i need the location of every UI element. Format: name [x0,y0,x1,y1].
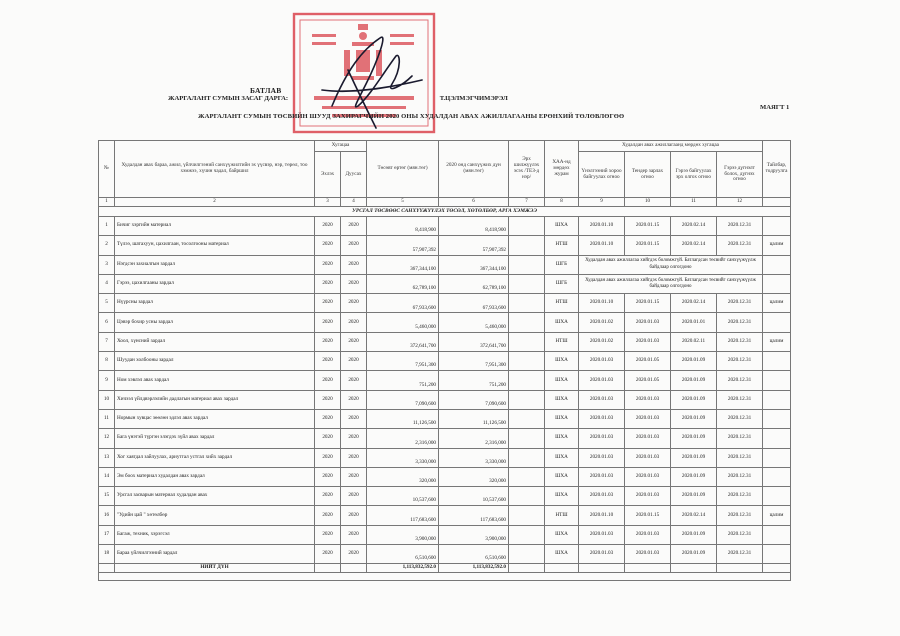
row-method: НТШ [545,294,579,313]
row-start: 2020 [315,448,341,467]
col-header-schedule: Худалдан авах ажиллагаанд мөрдөх хугацаа [579,141,763,152]
row-item: Хичээл үйлдвэрлэлийн дадлагын материал авах зардал [115,390,315,409]
row-start: 2020 [315,467,341,486]
row-date-award: 2020.02.14 [671,217,717,236]
row-fund: 320,000 [439,467,509,486]
row-relief [509,506,545,525]
row-number: 1 [99,217,115,236]
row-schedule-note: Худалдан авах ажиллагаа хийгдэх боломжгүй. Батлагдсан төсвийг санхүүжүүлж байдлаар олгогдоно [579,274,763,293]
row-date-contract: 2020.12.31 [717,429,763,448]
row-relief [509,274,545,293]
row-item: Ном хэвлэл авах зардал [115,371,315,390]
row-start: 2020 [315,371,341,390]
col-header-method: ХАА-нд мөрдөх журам [545,141,579,198]
row-fund: 2,316,000 [439,429,509,448]
section-title: УРСГАЛ ТӨСВӨӨС САНХҮҮЖҮҮЛЭХ ТӨСӨЛ, ХӨТӨЛБӨР, АРГА ХЭМЖЭЭ [99,207,791,217]
row-relief [509,313,545,332]
row-fund: 7,951,300 [439,352,509,371]
row-note [763,390,791,409]
annex-label: МАЯГТ 1 [760,104,790,111]
row-fund: 11,126,500 [439,409,509,428]
row-number: 5 [99,294,115,313]
row-relief [509,525,545,544]
row-date-committee: 2020.01.02 [579,332,625,351]
col-header-fund: 2020 онд санхүүжих дүн (мян.төг) [439,141,509,198]
row-note [763,352,791,371]
row-schedule-note: Худалдан авах ажиллагаа хийгдэх боломжгүй. Батлагдсан төсвийг санхүүжүүлж байдлаар олгогдоно [579,255,763,274]
row-number: 8 [99,352,115,371]
row-date-contract: 2020.12.31 [717,294,763,313]
row-relief [509,448,545,467]
table-row [99,255,791,274]
col-header-s3: Гэрээ байгуулах эрх олгох огноо [671,152,717,198]
row-method: ШХА [545,390,579,409]
row-date-contract: 2020.12.31 [717,352,763,371]
approval-line-text: ЖАРГАЛАНТ СУМЫН ЗАСАГ ДАРГА: [168,95,289,102]
row-budget: 3,900,000 [367,525,439,544]
row-date-tender: 2020.01.15 [625,294,671,313]
col-number: 1 [99,198,115,207]
row-date-contract: 2020.12.31 [717,506,763,525]
row-date-award: 2020.02.14 [671,506,717,525]
row-end: 2020 [341,409,367,428]
row-date-tender: 2020.01.15 [625,506,671,525]
row-item: Шуудан холбооны зардал [115,352,315,371]
row-date-tender: 2020.01.03 [625,390,671,409]
blank-row [99,573,791,581]
col-number: 4 [341,198,367,207]
row-date-award: 2020.01.09 [671,429,717,448]
row-date-committee: 2020.01.02 [579,313,625,332]
row-method: НТШ [545,236,579,255]
row-date-award: 2020.01.09 [671,467,717,486]
row-date-committee: 2020.01.03 [579,371,625,390]
row-relief [509,487,545,506]
row-method: ШХА [545,467,579,486]
row-date-tender: 2020.01.05 [625,371,671,390]
row-end: 2020 [341,236,367,255]
col-number: 12 [717,198,763,207]
row-budget: 62,789,100 [367,274,439,293]
row-start: 2020 [315,274,341,293]
row-item: Урсгал засварын материал худалдан авах [115,487,315,506]
row-note: цалим [763,506,791,525]
row-start: 2020 [315,236,341,255]
row-fund: 372,641,700 [439,332,509,351]
row-date-award: 2020.02.14 [671,236,717,255]
row-start: 2020 [315,525,341,544]
col-number: 7 [509,198,545,207]
row-budget: 3,330,000 [367,448,439,467]
row-number: 16 [99,506,115,525]
row-budget: 67,933,600 [367,294,439,313]
row-method: ШХА [545,487,579,506]
row-relief [509,429,545,448]
row-end: 2020 [341,217,367,236]
table-row [99,217,791,236]
row-date-contract: 2020.12.31 [717,313,763,332]
column-number-row [99,198,791,207]
row-date-contract: 2020.12.31 [717,217,763,236]
row-number: 6 [99,313,115,332]
row-number: 18 [99,545,115,564]
row-date-tender: 2020.01.03 [625,332,671,351]
row-date-tender: 2020.01.03 [625,409,671,428]
total-budget: 1,113,832,592.0 [367,564,439,573]
row-number: 13 [99,448,115,467]
table-row [99,352,791,371]
row-start: 2020 [315,294,341,313]
row-budget: 10,537,600 [367,487,439,506]
row-date-contract: 2020.12.31 [717,332,763,351]
row-date-committee: 2020.01.03 [579,487,625,506]
row-date-committee: 2020.01.10 [579,506,625,525]
row-note [763,274,791,293]
table-row [99,448,791,467]
row-date-tender: 2020.01.03 [625,545,671,564]
row-end: 2020 [341,352,367,371]
row-fund: 751,200 [439,371,509,390]
row-number: 2 [99,236,115,255]
row-date-award: 2020.01.09 [671,545,717,564]
row-date-committee: 2020.01.03 [579,409,625,428]
document-title: ЖАРГАЛАНТ СУМЫН ТӨСВИЙН ШУУД ЗАХИРАГЧИЙН 2020 ОНЫ ХУДАЛДАН АВАХ АЖИЛЛАГААНЫ ЕРӨНХИЙ ТӨЛӨВЛӨГӨӨ [198,113,625,120]
row-start: 2020 [315,487,341,506]
row-end: 2020 [341,255,367,274]
row-note [763,467,791,486]
row-budget: 7,090,600 [367,390,439,409]
col-number: 11 [671,198,717,207]
row-date-contract: 2020.12.31 [717,236,763,255]
row-start: 2020 [315,255,341,274]
row-budget: 11,126,500 [367,409,439,428]
row-date-tender: 2020.01.05 [625,352,671,371]
row-note [763,313,791,332]
row-date-award: 2020.01.09 [671,371,717,390]
table-row [99,467,791,486]
row-date-committee: 2020.01.03 [579,467,625,486]
table-row [99,487,791,506]
row-start: 2020 [315,352,341,371]
row-method: ШХА [545,545,579,564]
row-budget: 57,907,392 [367,236,439,255]
total-fund: 1,113,832,592.0 [439,564,509,573]
row-fund: 7,090,600 [439,390,509,409]
row-fund: 3,330,000 [439,448,509,467]
table-row [99,371,791,390]
row-date-committee: 2020.01.03 [579,352,625,371]
col-number: 3 [315,198,341,207]
row-fund: 5,460,000 [439,313,509,332]
col-number [763,198,791,207]
row-item: "Удийн цай " хөтөлбөр [115,506,315,525]
col-number: 6 [439,198,509,207]
row-number: 12 [99,429,115,448]
row-item: Бага үнэтэй түргэн элэгдэх зүйл авах зардал [115,429,315,448]
row-method: ШХА [545,352,579,371]
row-budget: 7,951,300 [367,352,439,371]
table-row [99,409,791,428]
row-method: НТШ [545,506,579,525]
row-method: ШХА [545,409,579,428]
row-date-tender: 2020.01.03 [625,467,671,486]
row-method: ШХА [545,217,579,236]
row-end: 2020 [341,371,367,390]
row-method: ШХА [545,429,579,448]
row-budget: 8,418,900 [367,217,439,236]
table-row [99,236,791,255]
row-note [763,409,791,428]
row-relief [509,467,545,486]
row-date-award: 2020.01.09 [671,525,717,544]
row-end: 2020 [341,487,367,506]
row-number: 14 [99,467,115,486]
col-number: 10 [625,198,671,207]
row-number: 17 [99,525,115,544]
row-date-committee: 2020.01.10 [579,294,625,313]
col-header-relief: Эрх шилжүүлэх эсэх /ТЕЗ-д нэр/ [509,141,545,198]
col-header-budget: Төсөвт өртөг (мян.төг) [367,141,439,198]
row-end: 2020 [341,545,367,564]
row-start: 2020 [315,409,341,428]
row-end: 2020 [341,506,367,525]
row-relief [509,352,545,371]
approval-label: БАТЛАВ [250,86,282,95]
row-fund: 117,683,600 [439,506,509,525]
row-note [763,429,791,448]
row-relief [509,236,545,255]
row-date-committee: 2020.01.03 [579,525,625,544]
row-budget: 117,683,600 [367,506,439,525]
row-start: 2020 [315,313,341,332]
row-relief [509,390,545,409]
row-item: Нэгдсэн захиалгын зардал [115,255,315,274]
row-note [763,217,791,236]
row-number: 3 [99,255,115,274]
row-date-tender: 2020.01.03 [625,487,671,506]
row-start: 2020 [315,545,341,564]
row-method: ШГБ [545,255,579,274]
col-header-s1: Үнэлгээний хороо байгуулах огноо [579,152,625,198]
row-date-tender: 2020.01.03 [625,525,671,544]
row-budget: 6,510,600 [367,545,439,564]
row-budget: 751,200 [367,371,439,390]
approver-name: Т.ЦЭЛМЭГЧИМЭРЭЛ [439,95,508,102]
row-item: Хог хаягдал зайлуулах, ариутгал устгал хийх зардал [115,448,315,467]
row-date-committee: 2020.01.10 [579,217,625,236]
col-number: 5 [367,198,439,207]
row-item: Түлээ, шатахуун, цахилгаан, тосолгооны материал [115,236,315,255]
row-fund: 10,537,600 [439,487,509,506]
col-header-note: Тайлбар, тодруулга [763,141,791,198]
row-note: цалим [763,332,791,351]
row-end: 2020 [341,429,367,448]
row-budget: 2,316,000 [367,429,439,448]
table-row [99,313,791,332]
row-note: цалим [763,294,791,313]
row-date-tender: 2020.01.15 [625,236,671,255]
row-note: цалим [763,236,791,255]
table-row [99,429,791,448]
row-end: 2020 [341,313,367,332]
row-fund: 6,510,600 [439,545,509,564]
row-date-contract: 2020.12.31 [717,467,763,486]
row-note [763,371,791,390]
row-fund: 62,789,100 [439,274,509,293]
row-item: Гэрээ, цахилгааны зардал [115,274,315,293]
row-relief [509,409,545,428]
row-item: Цэвэр бохир усны зардал [115,313,315,332]
row-relief [509,255,545,274]
row-date-award: 2020.01.09 [671,352,717,371]
col-header-item: Худалдан авах бараа, ажил, үйлчилгээний санхүүжилтийн эх үүсвэр, нэр, төрөл, тоо хэмжээ, хүчин чадал, байршил [115,141,315,198]
row-method: ШГБ [545,274,579,293]
row-item: Нормын хувцас зөөлөн эдлэл авах зардал [115,409,315,428]
row-start: 2020 [315,332,341,351]
row-item: Багаж, техник, хэрэгсэл [115,525,315,544]
row-date-contract: 2020.12.31 [717,487,763,506]
row-date-tender: 2020.01.03 [625,429,671,448]
approval-line [168,95,508,102]
col-number: 9 [579,198,625,207]
row-item: Бараа үйлчилгээний зардал [115,545,315,564]
row-number: 11 [99,409,115,428]
row-fund: 67,933,600 [439,294,509,313]
col-header-s4: Гэрээ дүгнэлт болох, дүгнэх огноо [717,152,763,198]
row-item: Эм боох материал худалдан авах зардал [115,467,315,486]
row-item: Бичиг хэргийн материал [115,217,315,236]
row-date-tender: 2020.01.03 [625,313,671,332]
row-method: НТШ [545,332,579,351]
row-budget: 367,344,100 [367,255,439,274]
row-date-committee: 2020.01.03 [579,429,625,448]
row-budget: 320,000 [367,467,439,486]
row-date-contract: 2020.12.31 [717,390,763,409]
row-date-award: 2020.02.11 [671,332,717,351]
row-item: Хоол, хүнсний зардал [115,332,315,351]
row-relief [509,217,545,236]
row-method: ШХА [545,525,579,544]
row-date-contract: 2020.12.31 [717,448,763,467]
row-date-committee: 2020.01.03 [579,390,625,409]
row-start: 2020 [315,506,341,525]
table-row [99,332,791,351]
row-number: 9 [99,371,115,390]
row-note [763,448,791,467]
row-date-award: 2020.01.01 [671,313,717,332]
row-budget: 5,460,000 [367,313,439,332]
row-number: 4 [99,274,115,293]
table-row [99,274,791,293]
row-relief [509,371,545,390]
table-row [99,294,791,313]
row-date-contract: 2020.12.31 [717,525,763,544]
row-date-tender: 2020.01.03 [625,448,671,467]
row-fund: 8,418,900 [439,217,509,236]
row-item: Нүүрсны зардал [115,294,315,313]
table-row [99,506,791,525]
row-date-contract: 2020.12.31 [717,545,763,564]
row-date-committee: 2020.01.10 [579,236,625,255]
row-note [763,545,791,564]
row-end: 2020 [341,467,367,486]
row-fund: 3,900,000 [439,525,509,544]
row-end: 2020 [341,390,367,409]
col-header-start: Эхлэх [315,152,341,198]
col-header-no: № [99,141,115,198]
row-relief [509,545,545,564]
procurement-plan-table [98,140,791,581]
row-number: 15 [99,487,115,506]
table-row [99,525,791,544]
table-row [99,545,791,564]
total-label: НИЙТ ДҮН [115,564,315,573]
row-date-contract: 2020.12.31 [717,409,763,428]
row-note [763,525,791,544]
col-number: 8 [545,198,579,207]
row-end: 2020 [341,294,367,313]
row-fund: 367,344,100 [439,255,509,274]
row-budget: 372,641,700 [367,332,439,351]
row-number: 10 [99,390,115,409]
col-header-term: Хугацаа [315,141,367,152]
row-method: ШХА [545,313,579,332]
col-number: 2 [115,198,315,207]
row-date-contract: 2020.12.31 [717,371,763,390]
row-relief [509,332,545,351]
row-start: 2020 [315,429,341,448]
row-date-award: 2020.02.14 [671,294,717,313]
row-method: ШХА [545,371,579,390]
row-end: 2020 [341,332,367,351]
row-date-committee: 2020.01.03 [579,545,625,564]
row-note [763,487,791,506]
row-fund: 57,907,392 [439,236,509,255]
row-end: 2020 [341,525,367,544]
row-note [763,255,791,274]
row-end: 2020 [341,274,367,293]
row-date-committee: 2020.01.03 [579,448,625,467]
row-number: 7 [99,332,115,351]
row-method: ШХА [545,448,579,467]
row-date-award: 2020.01.09 [671,390,717,409]
col-header-end: Дуусах [341,152,367,198]
row-start: 2020 [315,390,341,409]
row-date-award: 2020.01.09 [671,487,717,506]
row-relief [509,294,545,313]
row-start: 2020 [315,217,341,236]
row-date-tender: 2020.01.15 [625,217,671,236]
row-end: 2020 [341,448,367,467]
total-row [99,564,791,573]
row-date-award: 2020.01.09 [671,448,717,467]
table-row [99,390,791,409]
col-header-s2: Тендер зарлах огноо [625,152,671,198]
row-date-award: 2020.01.09 [671,409,717,428]
